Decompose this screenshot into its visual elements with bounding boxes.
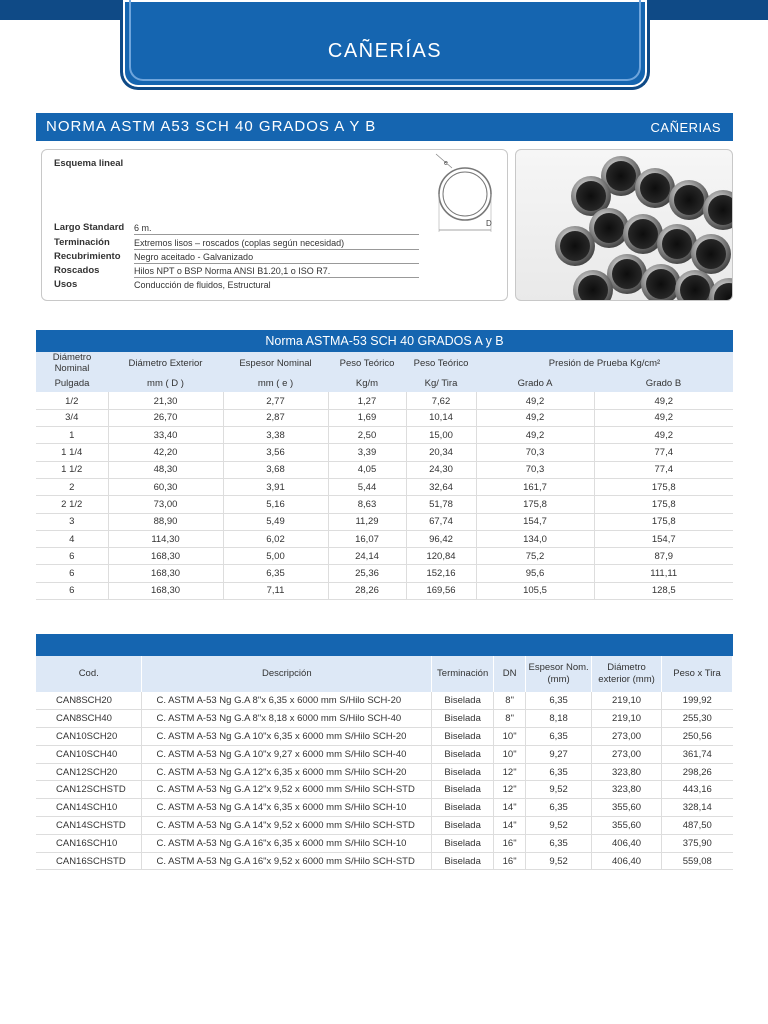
table-cell: 406,40 xyxy=(592,834,662,852)
table-cell: 175,8 xyxy=(594,478,733,495)
table-row xyxy=(36,530,733,547)
table-cell: CAN16SCH10 xyxy=(36,834,142,852)
divider xyxy=(134,249,419,250)
pipes-photo xyxy=(515,149,733,301)
table-cell: 2,87 xyxy=(223,409,328,426)
table-cell: 12" xyxy=(494,781,526,799)
table-row xyxy=(36,817,733,835)
table-cell: 559,08 xyxy=(662,852,733,870)
table-products xyxy=(36,634,733,870)
column-header: Terminación xyxy=(432,656,494,692)
table-cell: CAN8SCH40 xyxy=(36,710,142,728)
table-cell: CAN14SCHSTD xyxy=(36,817,142,835)
table-cell: 6 xyxy=(36,548,108,565)
title-tab xyxy=(120,0,650,90)
table-cell: 6 xyxy=(36,565,108,582)
table-cell: 120,84 xyxy=(406,548,476,565)
table-cell: 1 xyxy=(36,427,108,444)
table-cell: 60,30 xyxy=(108,478,223,495)
schema-label: Esquema lineal xyxy=(54,158,124,169)
table-cell: 273,00 xyxy=(592,728,662,746)
table-cell: C. ASTM A-53 Ng G.A 12"x 6,35 x 6000 mm S/Hilo SCH-20 xyxy=(142,763,432,781)
table-cell: C. ASTM A-53 Ng G.A 14"x 9,52 x 6000 mm S/Hilo SCH-STD xyxy=(142,817,432,835)
table-cell: 28,26 xyxy=(328,582,406,599)
table-cell: CAN12SCH20 xyxy=(36,763,142,781)
table-cell: Biselada xyxy=(432,834,494,852)
table-cell: 26,70 xyxy=(108,409,223,426)
table-cell: 161,7 xyxy=(476,478,594,495)
table-cell: 49,2 xyxy=(594,392,733,409)
table-cell: 323,80 xyxy=(592,781,662,799)
table-cell: 5,49 xyxy=(223,513,328,530)
table-row xyxy=(36,582,733,599)
section-header xyxy=(36,113,733,141)
table-row xyxy=(36,461,733,478)
spec-value-roscados: Hilos NPT o BSP Norma ANSI B1.20,1 o ISO R7. xyxy=(134,266,331,276)
table-cell: 328,14 xyxy=(662,799,733,817)
table-cell: 6 xyxy=(36,582,108,599)
table-cell: 10" xyxy=(494,728,526,746)
table-cell: 219,10 xyxy=(592,692,662,710)
table-cell: C. ASTM A-53 Ng G.A 14"x 6,35 x 6000 mm S/Hilo SCH-10 xyxy=(142,799,432,817)
table-cell: 9,52 xyxy=(526,781,592,799)
column-subheader: Grado B xyxy=(594,374,733,392)
table-cell: 154,7 xyxy=(476,513,594,530)
table-cell: 49,2 xyxy=(476,427,594,444)
table-cell: 16" xyxy=(494,852,526,870)
table-header-row xyxy=(36,374,733,392)
column-header: Diámetro Exterior xyxy=(108,352,223,374)
table-cell: 175,8 xyxy=(476,496,594,513)
table-cell: 7,11 xyxy=(223,582,328,599)
table-cell: 9,27 xyxy=(526,745,592,763)
column-header: Cod. xyxy=(36,656,142,692)
column-subheader: Kg/ Tira xyxy=(406,374,476,392)
column-header: Descripción xyxy=(142,656,432,692)
table-sch40 xyxy=(36,330,733,600)
table-row xyxy=(36,710,733,728)
table-cell: 406,40 xyxy=(592,852,662,870)
table-cell: 1 1/4 xyxy=(36,444,108,461)
table-row xyxy=(36,513,733,530)
divider xyxy=(134,277,419,278)
table-cell: 273,00 xyxy=(592,745,662,763)
table-cell: 5,00 xyxy=(223,548,328,565)
divider xyxy=(134,234,419,235)
table-cell: 5,44 xyxy=(328,478,406,495)
table-cell: 24,30 xyxy=(406,461,476,478)
table-cell: 6,35 xyxy=(526,763,592,781)
column-subheader: Grado A xyxy=(476,374,594,392)
section-category: CAÑERIAS xyxy=(650,120,721,135)
table-row xyxy=(36,763,733,781)
table-cell: Biselada xyxy=(432,710,494,728)
table-cell: 16" xyxy=(494,834,526,852)
table-row xyxy=(36,565,733,582)
table-cell: 105,5 xyxy=(476,582,594,599)
column-header: Diámetro exterior (mm) xyxy=(592,656,662,692)
table-cell: 6,35 xyxy=(223,565,328,582)
table-cell: 25,36 xyxy=(328,565,406,582)
table-cell: 175,8 xyxy=(594,513,733,530)
table-cell: 375,90 xyxy=(662,834,733,852)
spec-value-usos: Conducción de fluidos, Estructural xyxy=(134,280,271,290)
spec-label-terminacion: Terminación xyxy=(54,237,110,248)
table-cell: 10" xyxy=(494,745,526,763)
table-cell: 361,74 xyxy=(662,745,733,763)
spec-value-largo: 6 m. xyxy=(134,223,152,233)
table-cell: CAN10SCH20 xyxy=(36,728,142,746)
table-cell: Biselada xyxy=(432,763,494,781)
table-cell: 16,07 xyxy=(328,530,406,547)
table-row xyxy=(36,745,733,763)
table-cell: 4,05 xyxy=(328,461,406,478)
table-row xyxy=(36,834,733,852)
table-cell: C. ASTM A-53 Ng G.A 10"x 9,27 x 6000 mm S/Hilo SCH-40 xyxy=(142,745,432,763)
table-cell: 14" xyxy=(494,799,526,817)
table-sch40-body xyxy=(36,392,733,600)
table-cell: 3,68 xyxy=(223,461,328,478)
table-cell: 487,50 xyxy=(662,817,733,835)
table-cell: 355,60 xyxy=(592,817,662,835)
table-cell: 199,92 xyxy=(662,692,733,710)
table-cell: 2 xyxy=(36,478,108,495)
section-title: NORMA ASTM A53 SCH 40 GRADOS A Y B xyxy=(46,118,377,135)
table-row xyxy=(36,478,733,495)
table-row xyxy=(36,444,733,461)
column-header: Peso Teórico xyxy=(328,352,406,374)
table-cell: 2,77 xyxy=(223,392,328,409)
table-cell: 8" xyxy=(494,692,526,710)
column-header: DN xyxy=(494,656,526,692)
table-row xyxy=(36,496,733,513)
table-cell: 48,30 xyxy=(108,461,223,478)
table-cell: 96,42 xyxy=(406,530,476,547)
table-products-grid xyxy=(36,656,733,870)
table-cell: 77,4 xyxy=(594,444,733,461)
table-cell: 15,00 xyxy=(406,427,476,444)
table-cell: 3,56 xyxy=(223,444,328,461)
table-cell: 20,34 xyxy=(406,444,476,461)
table-products-bar xyxy=(36,634,733,656)
table-cell: 9,52 xyxy=(526,852,592,870)
table-cell: 70,3 xyxy=(476,461,594,478)
table-cell: Biselada xyxy=(432,745,494,763)
table-cell: 49,2 xyxy=(594,427,733,444)
table-cell: Biselada xyxy=(432,728,494,746)
table-row xyxy=(36,692,733,710)
table-header-row xyxy=(36,352,733,374)
table-cell: 4 xyxy=(36,530,108,547)
table-cell: 6,35 xyxy=(526,834,592,852)
table-cell: 355,60 xyxy=(592,799,662,817)
table-products-body xyxy=(36,692,733,870)
table-cell: 1,69 xyxy=(328,409,406,426)
page-title: CAÑERÍAS xyxy=(327,40,443,62)
table-cell: 8,63 xyxy=(328,496,406,513)
table-cell: C. ASTM A-53 Ng G.A 12"x 9,52 x 6000 mm S/Hilo SCH-STD xyxy=(142,781,432,799)
table-cell: 73,00 xyxy=(108,496,223,513)
table-cell: 323,80 xyxy=(592,763,662,781)
table-cell: 152,16 xyxy=(406,565,476,582)
table-cell: 10,14 xyxy=(406,409,476,426)
table-cell: C. ASTM A-53 Ng G.A 16"x 9,52 x 6000 mm S/Hilo SCH-STD xyxy=(142,852,432,870)
table-cell: 5,16 xyxy=(223,496,328,513)
table-cell: 3,38 xyxy=(223,427,328,444)
divider xyxy=(134,263,419,264)
table-cell: 169,56 xyxy=(406,582,476,599)
table-cell: 42,20 xyxy=(108,444,223,461)
table-cell: CAN12SCHSTD xyxy=(36,781,142,799)
table-cell: CAN16SCHSTD xyxy=(36,852,142,870)
table-cell: C. ASTM A-53 Ng G.A 8"x 8,18 x 6000 mm S/Hilo SCH-40 xyxy=(142,710,432,728)
column-header: Peso x Tira xyxy=(662,656,733,692)
table-cell: 2,50 xyxy=(328,427,406,444)
table-cell: 8,18 xyxy=(526,710,592,728)
table-cell: 6,35 xyxy=(526,692,592,710)
table-cell: Biselada xyxy=(432,817,494,835)
table-cell: 3/4 xyxy=(36,409,108,426)
table-cell: 134,0 xyxy=(476,530,594,547)
table-cell: CAN10SCH40 xyxy=(36,745,142,763)
table-cell: 114,30 xyxy=(108,530,223,547)
table-cell: Biselada xyxy=(432,799,494,817)
table-cell: 1/2 xyxy=(36,392,108,409)
table-cell: 70,3 xyxy=(476,444,594,461)
table-sch40-grid xyxy=(36,352,733,600)
spec-label-usos: Usos xyxy=(54,279,78,290)
column-header: Espesor Nominal xyxy=(223,352,328,374)
column-header: Espesor Nom. (mm) xyxy=(526,656,592,692)
diagram-e-label: e xyxy=(444,160,448,167)
spec-label-largo: Largo Standard xyxy=(54,222,125,233)
pipe-section-diagram xyxy=(430,152,508,236)
table-cell: 168,30 xyxy=(108,582,223,599)
table-cell: 32,64 xyxy=(406,478,476,495)
table-row xyxy=(36,728,733,746)
table-cell: 1 1/2 xyxy=(36,461,108,478)
table-row xyxy=(36,799,733,817)
table-row xyxy=(36,548,733,565)
table-cell: 88,90 xyxy=(108,513,223,530)
table-row xyxy=(36,427,733,444)
pipes-photo-icon xyxy=(516,150,733,301)
table-cell: 3,91 xyxy=(223,478,328,495)
table-cell: 168,30 xyxy=(108,565,223,582)
pipe-stack xyxy=(555,156,733,301)
table-cell: 6,35 xyxy=(526,728,592,746)
table-cell: 49,2 xyxy=(594,409,733,426)
table-cell: 77,4 xyxy=(594,461,733,478)
table-header-row xyxy=(36,656,733,692)
table-cell: 21,30 xyxy=(108,392,223,409)
table-cell: 250,56 xyxy=(662,728,733,746)
column-subheader: Kg/m xyxy=(328,374,406,392)
table-cell: 75,2 xyxy=(476,548,594,565)
table-cell: 67,74 xyxy=(406,513,476,530)
table-cell: 298,26 xyxy=(662,763,733,781)
table-cell: 7,62 xyxy=(406,392,476,409)
table-row xyxy=(36,852,733,870)
table-cell: 219,10 xyxy=(592,710,662,728)
column-subheader: Pulgada xyxy=(36,374,108,392)
table-cell: 51,78 xyxy=(406,496,476,513)
spec-label-roscados: Roscados xyxy=(54,265,100,276)
table-cell: C. ASTM A-53 Ng G.A 10"x 6,35 x 6000 mm S/Hilo SCH-20 xyxy=(142,728,432,746)
table-cell: 11,29 xyxy=(328,513,406,530)
table-cell: 443,16 xyxy=(662,781,733,799)
table-cell: CAN14SCH10 xyxy=(36,799,142,817)
table-cell: Biselada xyxy=(432,781,494,799)
table-cell: C. ASTM A-53 Ng G.A 16"x 6,35 x 6000 mm S/Hilo SCH-10 xyxy=(142,834,432,852)
table-cell: 87,9 xyxy=(594,548,733,565)
spec-value-terminacion: Extremos lisos – roscados (coplas según necesidad) xyxy=(134,238,345,248)
table-cell: CAN8SCH20 xyxy=(36,692,142,710)
table-cell: Biselada xyxy=(432,692,494,710)
table-cell: 33,40 xyxy=(108,427,223,444)
table-cell: 6,02 xyxy=(223,530,328,547)
table-cell: 12" xyxy=(494,763,526,781)
column-header: Diámetro Nominal xyxy=(36,352,108,374)
table-cell: 3 xyxy=(36,513,108,530)
column-header: Peso Teórico xyxy=(406,352,476,374)
column-subheader: mm ( e ) xyxy=(223,374,328,392)
table-cell: 1,27 xyxy=(328,392,406,409)
table-row xyxy=(36,392,733,409)
table-cell: 49,2 xyxy=(476,409,594,426)
table-cell: C. ASTM A-53 Ng G.A 8"x 6,35 x 6000 mm S/Hilo SCH-20 xyxy=(142,692,432,710)
table-cell: 255,30 xyxy=(662,710,733,728)
table-cell: 95,6 xyxy=(476,565,594,582)
table-sch40-title: Norma ASTMA-53 SCH 40 GRADOS A y B xyxy=(36,330,733,352)
spec-panel xyxy=(41,149,508,301)
spec-label-recubrimiento: Recubrimiento xyxy=(54,251,121,262)
table-row xyxy=(36,409,733,426)
diagram-d-label: D xyxy=(486,219,492,228)
table-cell: 154,7 xyxy=(594,530,733,547)
table-row xyxy=(36,781,733,799)
table-cell: Biselada xyxy=(432,852,494,870)
table-cell: 9,52 xyxy=(526,817,592,835)
table-cell: 168,30 xyxy=(108,548,223,565)
table-cell: 24,14 xyxy=(328,548,406,565)
table-cell: 111,11 xyxy=(594,565,733,582)
table-cell: 49,2 xyxy=(476,392,594,409)
table-cell: 14" xyxy=(494,817,526,835)
column-subheader: mm ( D ) xyxy=(108,374,223,392)
spec-value-recubrimiento: Negro aceitado - Galvanizado xyxy=(134,252,254,262)
table-cell: 2 1/2 xyxy=(36,496,108,513)
table-cell: 128,5 xyxy=(594,582,733,599)
table-cell: 6,35 xyxy=(526,799,592,817)
table-cell: 175,8 xyxy=(594,496,733,513)
table-cell: 3,39 xyxy=(328,444,406,461)
column-header: Presión de Prueba Kg/cm² xyxy=(476,352,733,374)
table-cell: 8" xyxy=(494,710,526,728)
